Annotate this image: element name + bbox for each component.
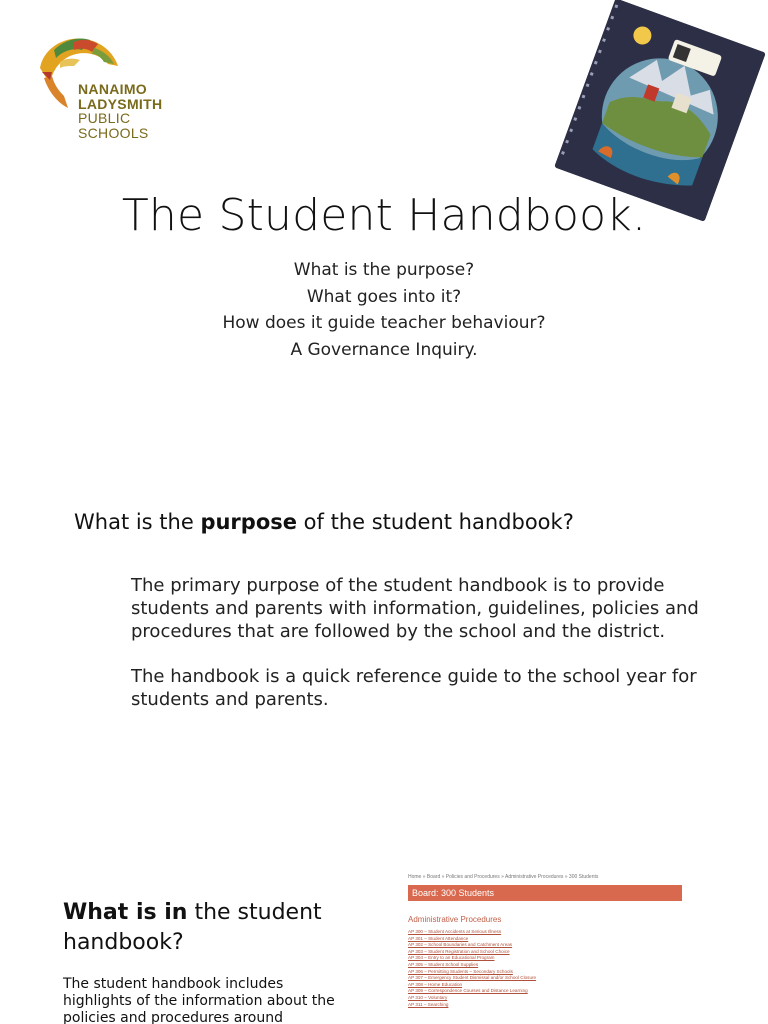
logo-line-schools: SCHOOLS <box>78 125 149 142</box>
contents-slide <box>0 840 768 1024</box>
district-logo <box>34 28 184 148</box>
logo-line-ladysmith: LADYSMITH <box>78 95 163 112</box>
logo-line-public: PUBLIC <box>78 110 131 127</box>
heading-text-pre: What is the <box>74 510 201 534</box>
subtitle-line: What is the purpose? <box>293 260 475 280</box>
heading-text-rest: the student handbook? <box>63 900 322 955</box>
purpose-paragraph: The handbook is a quick reference guide to the school year for students and parents. <box>131 666 697 710</box>
breadcrumb: Home » Board » Policies and Procedures » Administrative Procedures » 300 Students <box>408 874 599 880</box>
subtitle-line: How does it guide teacher behaviour? <box>222 313 546 333</box>
procedure-link[interactable]: AP 308 – Home Education <box>408 981 463 987</box>
procedure-link[interactable]: AP 300 – Student Accidents at Serious Illness <box>408 929 502 934</box>
purpose-paragraph: The primary purpose of the student handbook is to provide students and parents with information, guidelines, policies and procedures that are followed by the school and the district. <box>131 575 699 642</box>
procedure-link[interactable]: AP 309 – Correspondence Courses and Distance Learning <box>408 988 528 994</box>
procedure-link[interactable]: AP 307 – Emergency Student Dismissal and/or School Closure <box>408 975 537 981</box>
subtitle-line: A Governance Inquiry. <box>290 339 478 360</box>
heading-text-bold: purpose <box>200 510 297 534</box>
contents-body: The student handbook includes highlights of the information about the policies and procedures around <box>63 976 335 1024</box>
section-title: Administrative Procedures <box>408 915 502 924</box>
procedure-link[interactable]: AP 303 – Student Registration and School Choice <box>408 948 510 954</box>
logo-line-nanaimo: NANAIMO <box>78 81 147 97</box>
contents-heading <box>63 898 363 958</box>
website-screenshot <box>408 874 698 1024</box>
heading-text-bold: What is in <box>63 900 188 925</box>
procedure-link[interactable]: AP 311 – Searching <box>408 1001 449 1007</box>
procedure-link[interactable]: AP 305 – Student School Supplies <box>408 961 479 967</box>
board-banner: Board: 300 Students <box>408 885 682 901</box>
title-slide <box>0 0 768 440</box>
page-title: The Student Handbook. <box>121 190 647 241</box>
subtitle-line: What goes into it? <box>306 286 462 307</box>
procedure-link[interactable]: AP 301 – Student Attendance <box>408 935 469 941</box>
purpose-slide <box>0 440 768 840</box>
purpose-heading <box>74 510 574 534</box>
heading-text-post: of the student handbook? <box>297 510 574 534</box>
purpose-body <box>131 574 731 733</box>
procedure-link-list <box>408 929 698 1008</box>
procedure-link[interactable]: AP 302 – School Boundaries and Catchment Areas <box>408 942 513 948</box>
procedure-link[interactable]: AP 306 – Permitting Students – Secondary Schools <box>408 968 513 974</box>
subtitle-list <box>0 257 768 363</box>
handbook-cover-image <box>554 0 766 222</box>
procedure-link[interactable]: AP 310 – Voluntary <box>408 994 448 1000</box>
procedure-link[interactable]: AP 304 – Entry to an Educational Program <box>408 955 495 961</box>
